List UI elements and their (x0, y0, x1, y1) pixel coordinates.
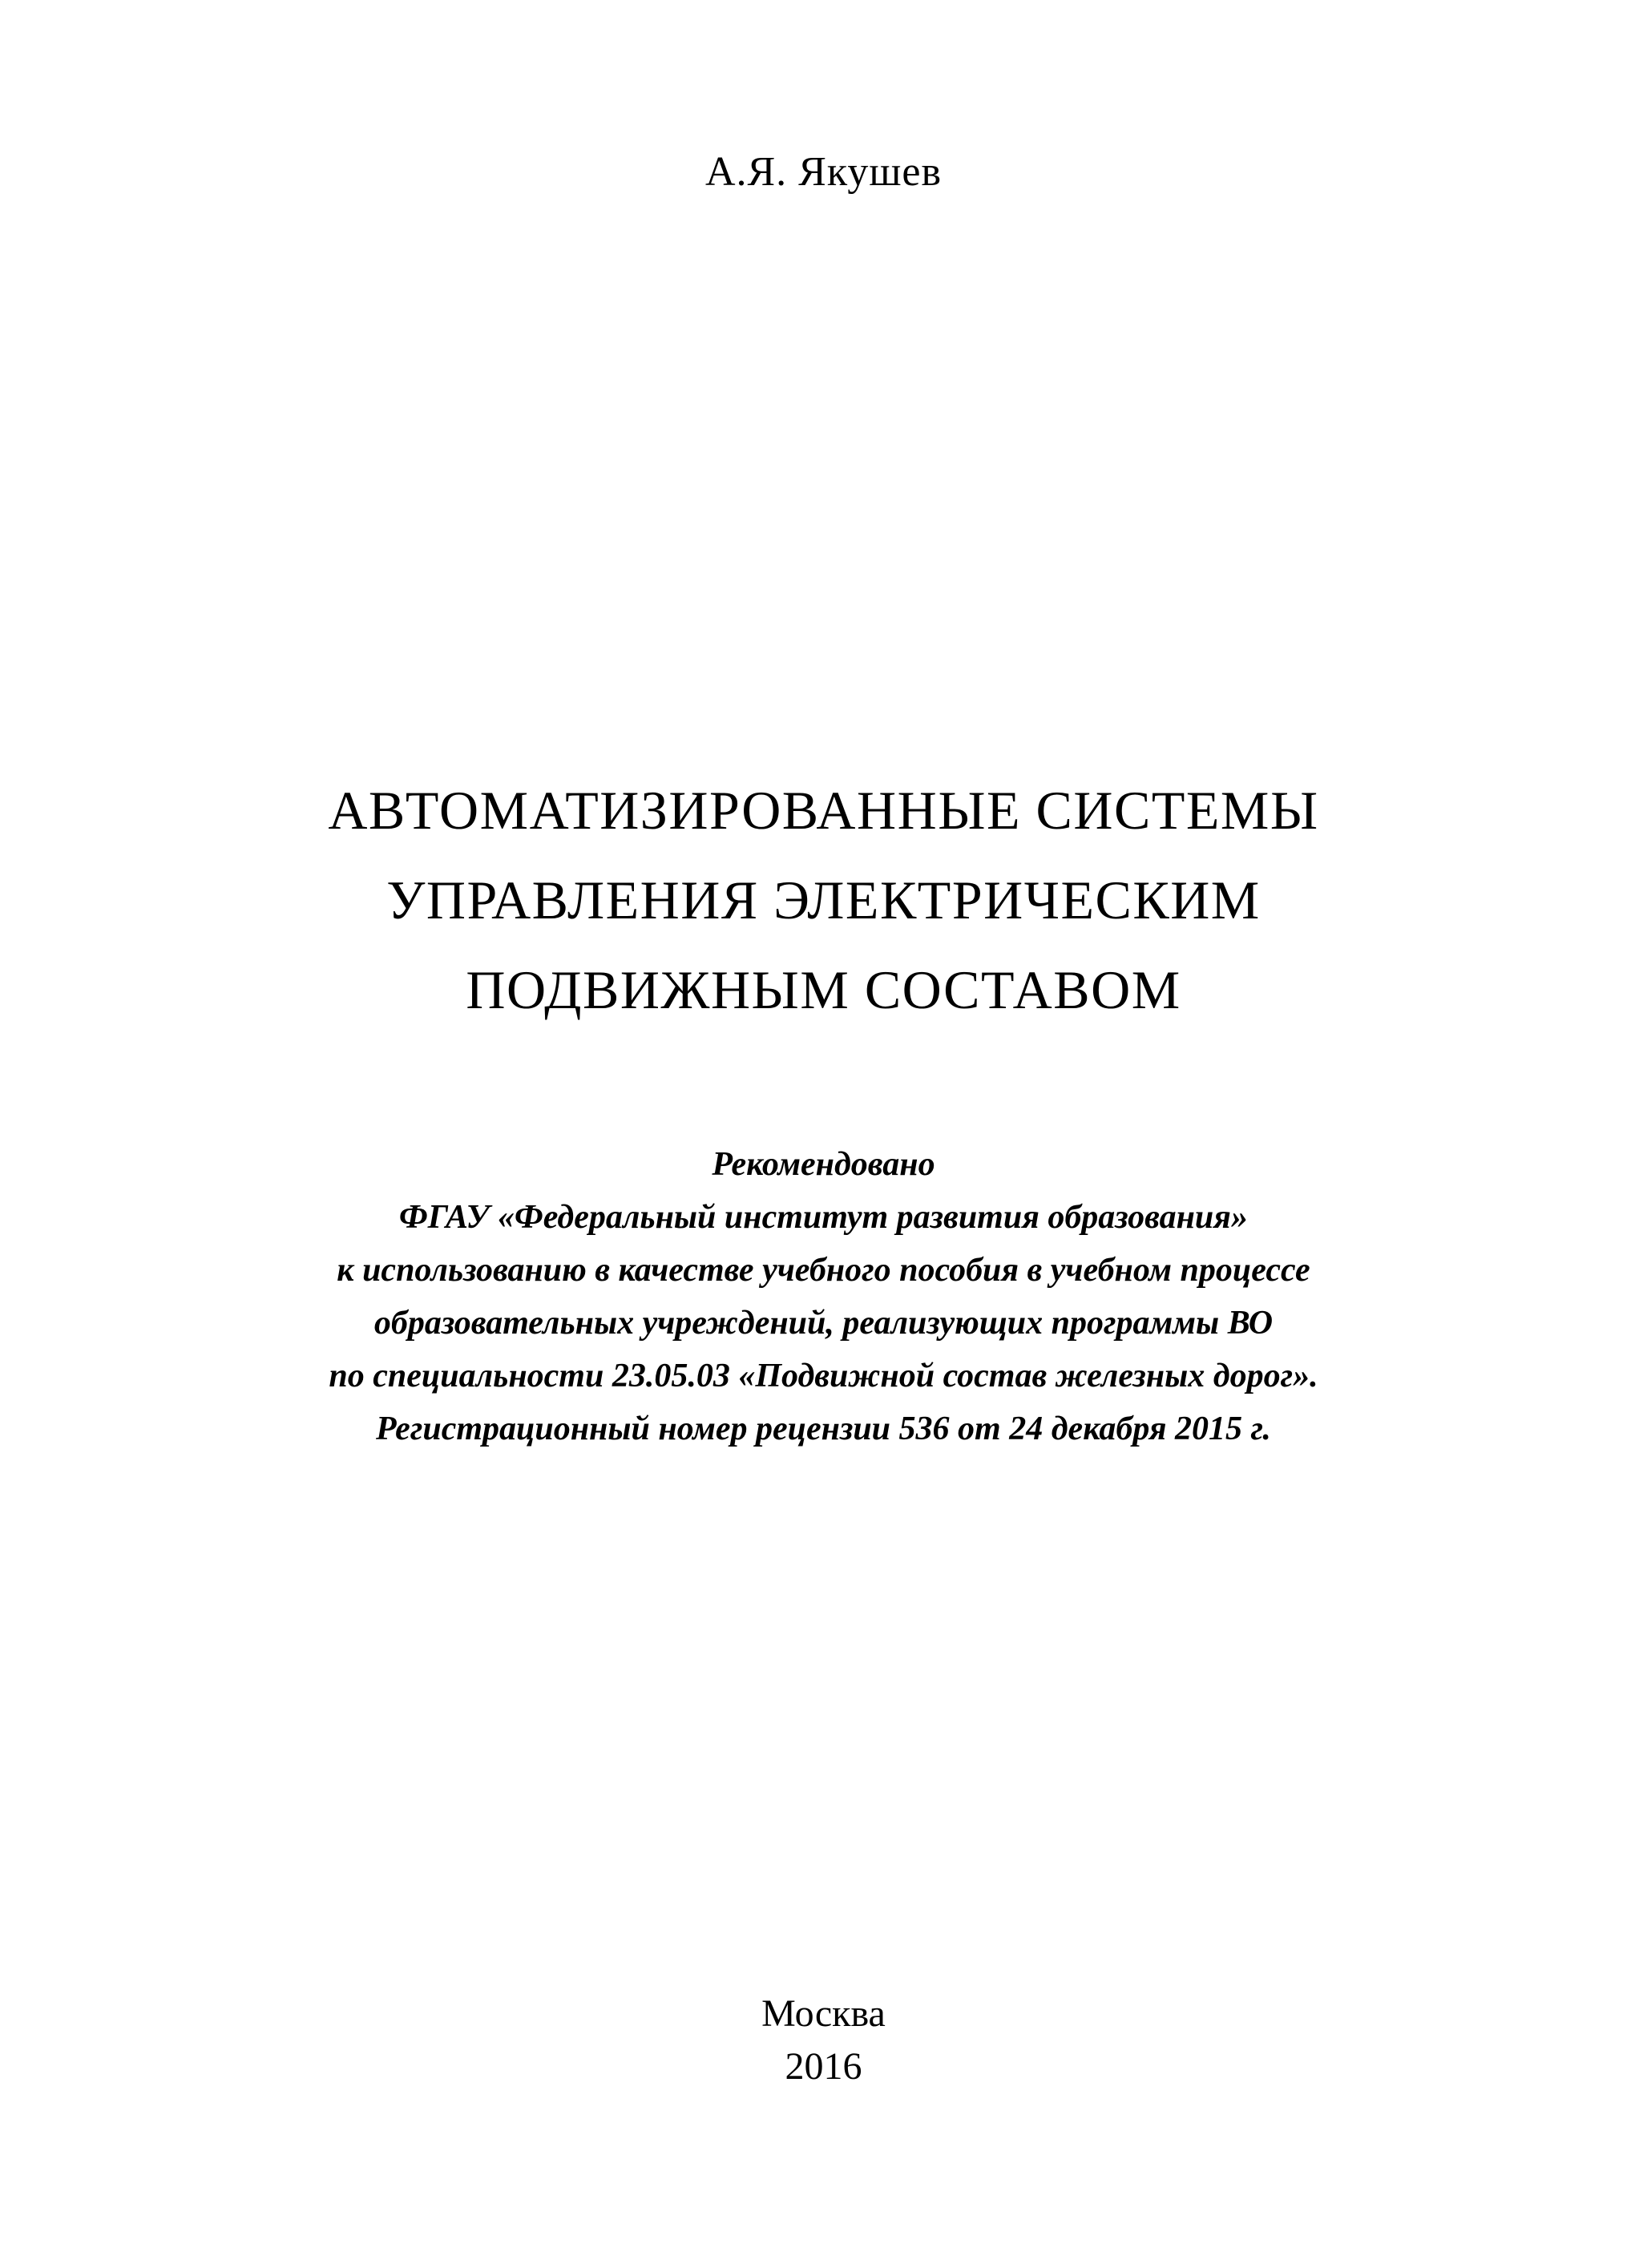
publication-year: 2016 (785, 2045, 862, 2088)
publication-city: Москва (761, 1992, 886, 2035)
recommendation-line-2: ФГАУ «Федеральный институт развития образования» (399, 1199, 1248, 1236)
title-line-2: УПРАВЛЕНИЯ ЭЛЕКТРИЧЕСКИМ (386, 870, 1261, 930)
recommendation-line-1: Рекомендовано (712, 1146, 935, 1183)
recommendation-note (0, 1138, 1647, 1455)
imprint (0, 1988, 1647, 2093)
recommendation-line-3: к использованию в качестве учебного пособия в учебном процессе (337, 1252, 1310, 1289)
recommendation-line-6: Регистрационный номер рецензии 536 от 24 декабря 2015 г. (376, 1410, 1271, 1447)
recommendation-line-5: по специальности 23.05.03 «Подвижной состав железных дорог». (329, 1358, 1318, 1394)
author-name: А.Я. Якушев (704, 149, 943, 195)
recommendation-line-4: образовательных учреждений, реализующих программы ВО (373, 1305, 1274, 1342)
title-line-1: АВТОМАТИЗИРОВАННЫЕ СИСТЕМЫ (328, 780, 1319, 841)
title-line-3: ПОДВИЖНЫМ СОСТАВОМ (466, 959, 1181, 1020)
book-title (0, 765, 1647, 1035)
